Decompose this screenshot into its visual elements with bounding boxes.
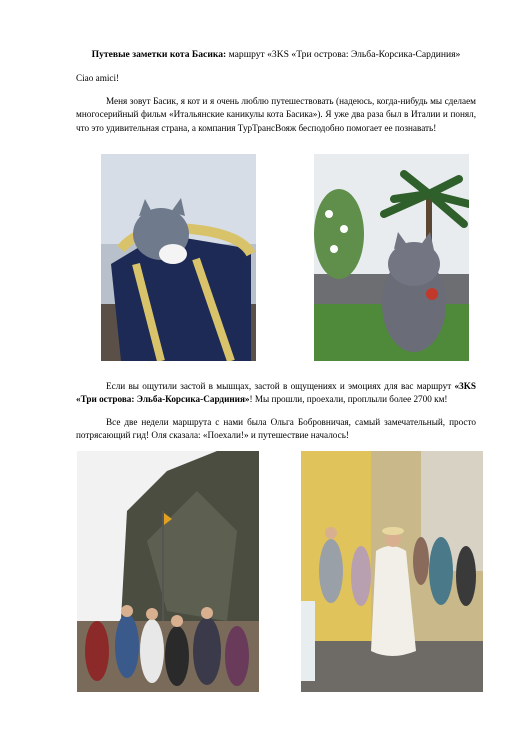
route-text-before: Если вы ощутили застой в мышцах, застой в ощущениях и эмоциях для вас маршрут (106, 381, 455, 391)
route-text-after: ! Мы прошли, проехали, проплыли более 2700 км! (249, 394, 448, 405)
route-paragraph (76, 380, 476, 407)
intro-paragraph: Меня зовут Басик, я кот и я очень люблю путешествовать (надеюсь, когда-нибудь мы сделаем многосерийный фильм «Итальянские каникулы кота Басика»). Я уже два раза был в Италии и понял, что это удивительная страна, а компания ТурТрансВояж бесподобно помогает ее познавать! (76, 96, 476, 133)
title-rest: маршрут «3KS «Три острова: Эльба-Корсика-Сардиния» (226, 49, 461, 60)
greeting: Ciao amici! (76, 73, 120, 83)
photo-group-cliff (77, 451, 259, 692)
title-bold: Путевые заметки кота Басика: (91, 49, 227, 60)
photo-cat-with-bag (101, 154, 256, 361)
guide-paragraph: Все две недели маршрута с нами была Ольга Бобровничая, самый замечательный, просто потрясающий гид! Оля сказала: «Поехали!» и путешествие началось! (76, 417, 476, 441)
photo-tourists-street (301, 451, 483, 692)
photo-cat-palm (314, 154, 469, 361)
route-name: «3KS «Три острова: Эльба-Корсика-Сардиния» (76, 381, 476, 405)
page-title (76, 49, 476, 61)
